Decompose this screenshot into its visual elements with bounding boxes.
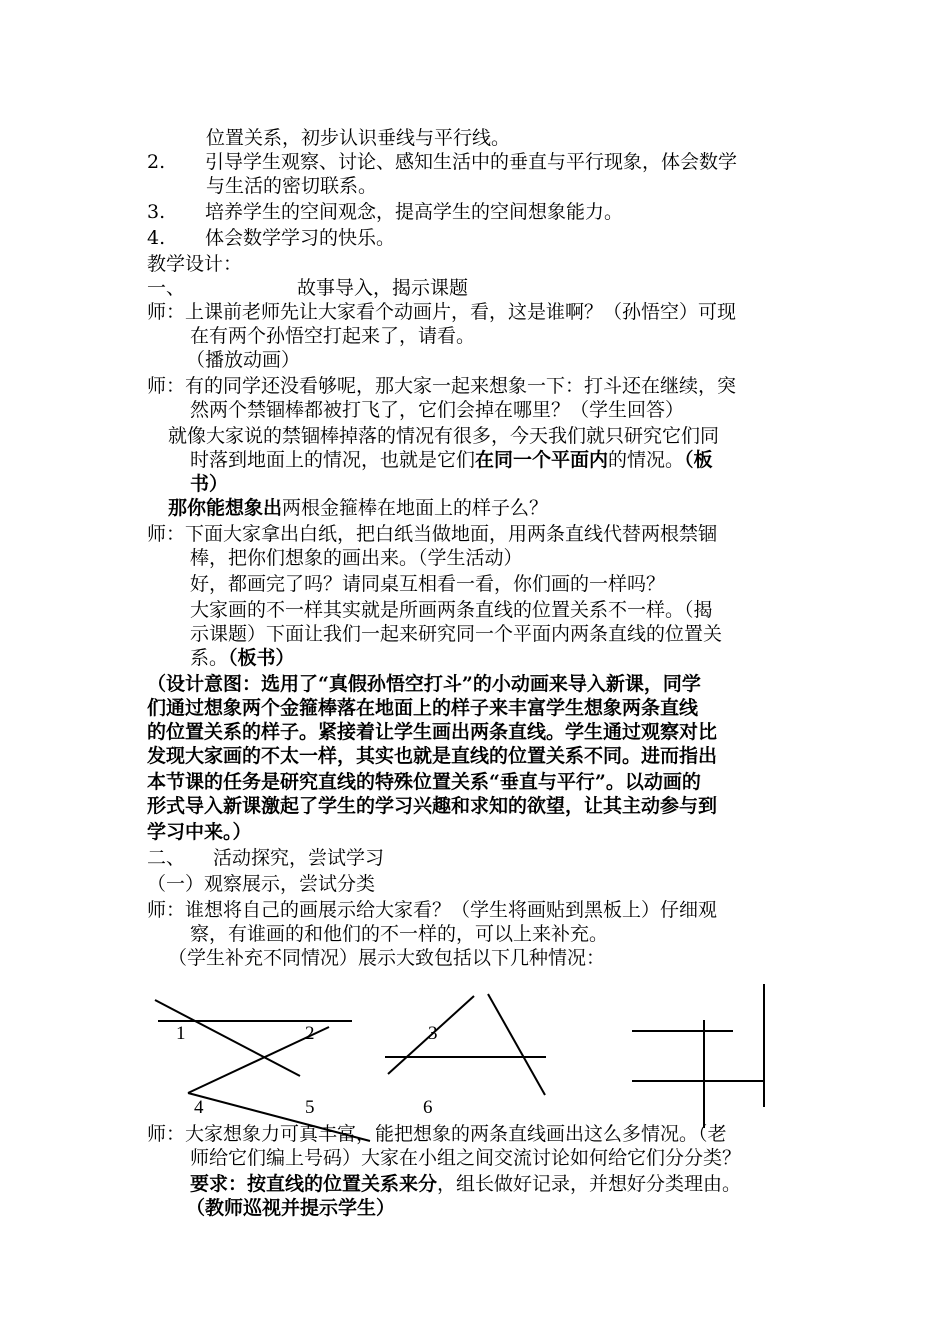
text-line: （播放动画） [186,349,301,371]
text-line: 师：下面大家拿出白纸，把白纸当做地面，用两条直线代替两根禁锢 [147,523,718,545]
text-line: 引导学生观察、讨论、感知生活中的垂直与平行现象，体会数学 [205,151,738,173]
bold-span: 要求：按直线的位置关系来分 [190,1173,438,1195]
design-intent-line: 的位置关系的样子。紧接着让学生画出两条直线。学生通过观察对比 [147,721,718,743]
text-line: 示课题）下面让我们一起来研究同一个平面内两条直线的位置关 [190,623,723,645]
list-number: 4. [147,227,166,249]
figure-label-3: 3 [428,1023,438,1044]
section-number: 一、 [147,277,186,299]
section-heading: 教学设计： [147,253,243,275]
text-line: 就像大家说的禁锢棒掉落的情况有很多，今天我们就只研究它们同 [168,425,720,447]
text-line: 位置关系，初步认识垂线与平行线。 [206,127,511,149]
text-span: 系。 [190,647,229,669]
text-line: 察，有谁画的和他们的不一样的，可以上来补充。 [190,923,609,945]
text-span: 时落到地面上的情况，也就是它们 [190,449,476,471]
text-line: 在有两个孙悟空打起来了，请看。 [190,325,476,347]
figure-label-1: 1 [176,1023,186,1044]
list-number: 3. [147,201,166,223]
text-line: 与生活的密切联系。 [206,175,378,197]
bold-span: （板 [684,449,713,471]
design-intent-line: 发现大家画的不太一样，其实也就是直线的位置关系不同。进而指出 [147,745,718,767]
design-intent-line: 本节课的任务是研究直线的特殊位置关系“垂直与平行”。以动画的 [147,771,701,793]
section-title: 活动探究，尝试学习 [213,847,385,869]
text-line: 师给它们编上号码）大家在小组之间交流讨论如何给它们分分类？ [190,1147,742,1169]
text-line [190,1172,741,1196]
figure-label-6: 6 [423,1097,433,1118]
text-line: 好，都画完了吗？请同桌互相看一看，你们画的一样吗？ [190,573,666,595]
text-line: 棒，把你们想象的画出来。（学生活动） [190,547,523,569]
list-number: 2. [147,151,166,173]
figure-label-5: 5 [305,1097,315,1118]
text-line: 然两个禁锢棒都被打飞了，它们会掉在哪里？（学生回答） [190,399,685,421]
text-line: 大家画的不一样其实就是所画两条直线的位置关系不一样。（揭 [190,599,713,621]
bold-span: 那你能想象出 [168,497,283,519]
text-line: 体会数学学习的快乐。 [205,227,396,249]
bold-span: （板书） [228,647,295,669]
text-line: 书） [190,473,229,495]
design-intent-line: 形式导入新课激起了学生的学习兴趣和求知的欲望，让其主动参与到 [147,795,718,817]
design-intent-line: （设计意图：选用了“真假孙悟空打斗”的小动画来导入新课，同学 [147,673,701,695]
figure-line-6 [488,994,545,1095]
text-line: （学生补充不同情况）展示大致包括以下几种情况： [168,947,606,969]
text-line: 培养学生的空间观念，提高学生的空间想象能力。 [205,201,624,223]
text-span: ，组长做好记录，并想好分类理由。 [437,1173,742,1195]
figure-label-2: 2 [305,1023,315,1044]
design-intent-line: 们通过想象两个金箍棒落在地面上的样子来丰富学生想象两条直线 [147,697,699,719]
section-number: 二、 [147,847,186,869]
text-line: 师：谁想将自己的画展示给大家看？（学生将画贴到黑板上）仔细观 [147,899,718,921]
section-title: 故事导入，揭示课题 [297,277,469,299]
text-span: 两根金箍棒在地面上的样子么？ [282,497,549,519]
subsection-heading: （一）观察展示，尝试分类 [147,873,376,895]
text-line: （教师巡视并提示学生） [186,1197,396,1219]
text-span: 的情况。 [608,449,685,471]
text-line: 师：上课前老师先让大家看个动画片，看，这是谁啊？（孙悟空）可现 [147,301,737,323]
text-line: 师：有的同学还没看够呢，那大家一起来想象一下：打斗还在继续，突 [147,375,737,397]
figure-label-4: 4 [194,1097,204,1118]
design-intent-line: 学习中来。） [147,821,252,843]
text-line: 师：大家想象力可真丰富，能把想象的两条直线画出这么多情况。（老 [147,1123,727,1145]
bold-span: 在同一个平面内 [475,449,609,471]
